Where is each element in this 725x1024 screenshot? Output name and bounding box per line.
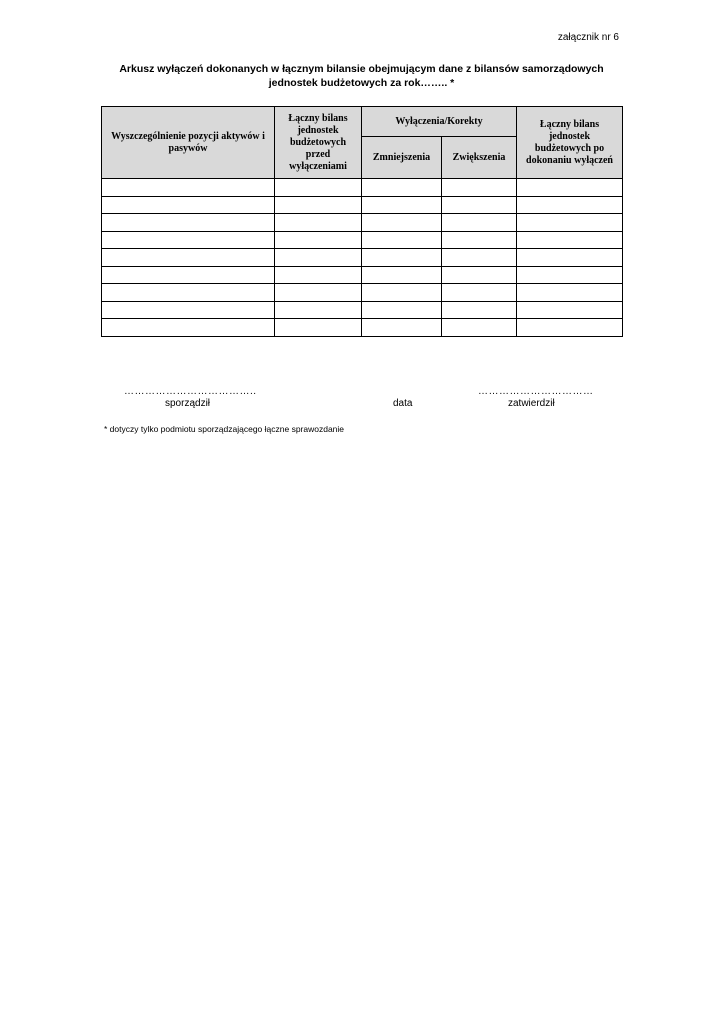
table-cell[interactable] <box>442 249 517 267</box>
document-title <box>100 62 623 90</box>
prepared-dots: ……………………………….. <box>124 386 257 397</box>
table-cell[interactable] <box>275 266 362 284</box>
table-cell[interactable] <box>517 214 623 232</box>
header-exclusions: Wyłączenia/Korekty <box>362 107 517 137</box>
table-row <box>102 231 623 249</box>
table-cell[interactable] <box>275 319 362 337</box>
table-cell[interactable] <box>102 214 275 232</box>
header-increase: Zwiększenia <box>442 137 517 179</box>
table-row <box>102 249 623 267</box>
header-before-exclusions: Łączny bilans jednostek budżetowych przed wyłączeniami <box>275 107 362 179</box>
table-cell[interactable] <box>362 179 442 197</box>
table-cell[interactable] <box>275 196 362 214</box>
table-row <box>102 214 623 232</box>
title-line-1: Arkusz wyłączeń dokonanych w łącznym bilansie obejmującym dane z bilansów samorządowych <box>119 63 604 75</box>
header-decrease: Zmniejszenia <box>362 137 442 179</box>
table-cell[interactable] <box>442 319 517 337</box>
table-cell[interactable] <box>102 249 275 267</box>
table-cell[interactable] <box>275 231 362 249</box>
table-cell[interactable] <box>102 284 275 302</box>
table-row <box>102 284 623 302</box>
table-cell[interactable] <box>275 284 362 302</box>
table-cell[interactable] <box>362 319 442 337</box>
date-label: data <box>393 398 413 409</box>
table-cell[interactable] <box>275 179 362 197</box>
table-cell[interactable] <box>275 249 362 267</box>
table-cell[interactable] <box>362 214 442 232</box>
approved-dots: …………………………… <box>478 386 594 397</box>
table-cell[interactable] <box>517 266 623 284</box>
table-cell[interactable] <box>275 301 362 319</box>
table-cell[interactable] <box>517 179 623 197</box>
table-cell[interactable] <box>102 231 275 249</box>
exclusions-table <box>101 106 623 337</box>
table-cell[interactable] <box>442 301 517 319</box>
table-cell[interactable] <box>442 266 517 284</box>
table-cell[interactable] <box>102 179 275 197</box>
table-cell[interactable] <box>442 284 517 302</box>
table-cell[interactable] <box>102 319 275 337</box>
table-cell[interactable] <box>362 249 442 267</box>
table-cell[interactable] <box>362 301 442 319</box>
header-after-exclusions: Łączny bilans jednostek budżetowych po dokonaniu wyłączeń <box>517 107 623 179</box>
table-cell[interactable] <box>517 249 623 267</box>
title-line-2: jednostek budżetowych za rok…….. * <box>268 77 455 89</box>
table-cell[interactable] <box>102 301 275 319</box>
table-row <box>102 196 623 214</box>
table-row <box>102 319 623 337</box>
footnote: * dotyczy tylko podmiotu sporządzającego łączne sprawozdanie <box>104 424 345 434</box>
table-cell[interactable] <box>517 196 623 214</box>
prepared-label: sporządził <box>165 398 211 409</box>
table-cell[interactable] <box>275 214 362 232</box>
header-position: Wyszczególnienie pozycji aktywów i pasywów <box>102 107 275 179</box>
table-cell[interactable] <box>517 231 623 249</box>
table-cell[interactable] <box>517 319 623 337</box>
table-cell[interactable] <box>442 196 517 214</box>
table-cell[interactable] <box>517 284 623 302</box>
table-cell[interactable] <box>442 231 517 249</box>
table-row <box>102 179 623 197</box>
approved-label: zatwierdził <box>508 398 555 409</box>
table-cell[interactable] <box>102 266 275 284</box>
table-cell[interactable] <box>442 214 517 232</box>
table-cell[interactable] <box>362 196 442 214</box>
table-cell[interactable] <box>362 266 442 284</box>
table-cell[interactable] <box>102 196 275 214</box>
table-cell[interactable] <box>362 284 442 302</box>
table-cell[interactable] <box>517 301 623 319</box>
table-row <box>102 301 623 319</box>
table-cell[interactable] <box>442 179 517 197</box>
table-cell[interactable] <box>362 231 442 249</box>
table-row <box>102 266 623 284</box>
annex-number: załącznik nr 6 <box>557 32 619 43</box>
